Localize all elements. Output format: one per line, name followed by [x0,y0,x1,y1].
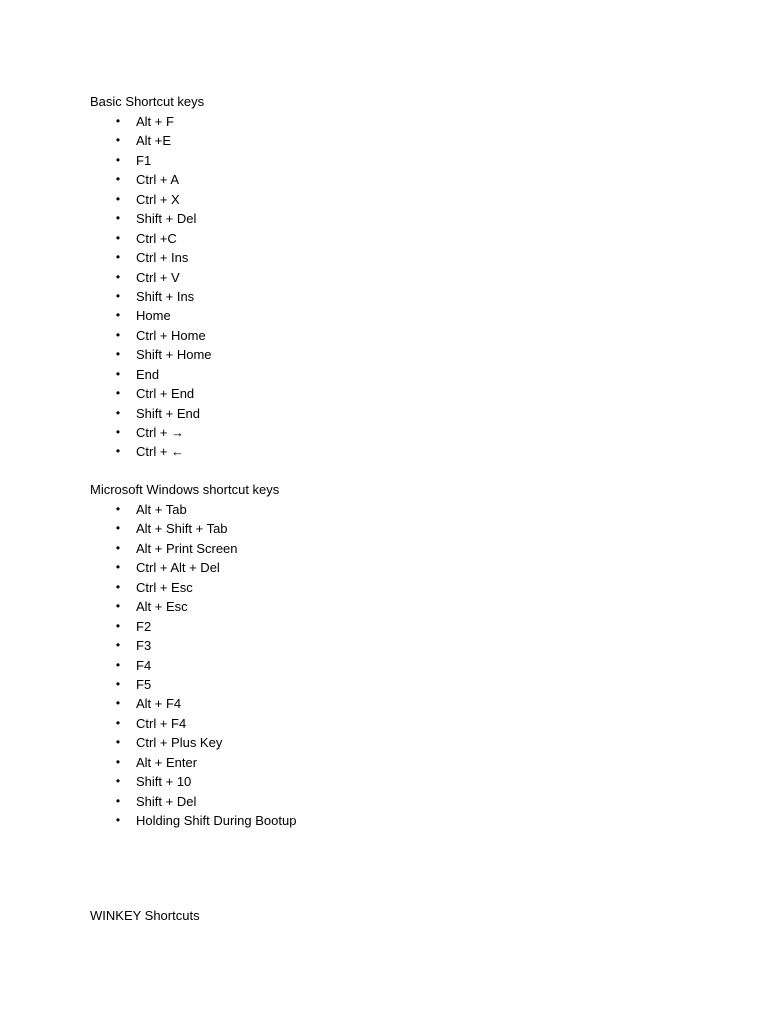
shortcut-text: Shift + 10 [136,774,192,790]
shortcut-text: Alt + F [136,114,174,129]
bullet-icon: • [115,754,121,769]
shortcut-text: Shift + Del [136,211,197,227]
bullet-icon: • [115,774,121,789]
shortcut-text: F2 [136,618,152,634]
shortcut-text: Shift + End [136,405,200,421]
list-item [90,656,690,675]
shortcut-text: F3 [136,638,152,654]
list-item [90,500,690,519]
list-item [90,753,690,772]
list-item [90,112,690,131]
shortcut-text: Ctrl + F4 [136,715,187,731]
shortcut-text: Alt + Shift + Tab [136,521,228,537]
shortcut-text: End [136,366,160,382]
bullet-icon: • [115,676,121,691]
list-item [90,384,690,403]
list-item [90,248,690,267]
bullet-icon: • [115,521,121,536]
list-item [90,326,690,345]
bullet-icon: • [115,618,121,633]
list-item [90,442,690,461]
shortcut-text: Alt + F4 [136,696,182,712]
bullet-icon: • [115,386,121,401]
list-item [90,423,690,442]
bullet-icon: • [115,269,121,284]
bullet-icon: • [115,813,121,827]
shortcut-list [90,112,690,462]
shortcut-text: Holding Shift During Bootup [136,813,297,828]
shortcut-text: F4 [136,657,152,673]
bullet-icon: • [115,657,121,672]
bullet-icon: • [115,133,121,148]
shortcut-text: Ctrl + X [136,191,180,207]
shortcut-text: Ctrl + Ins [136,250,189,266]
bullet-icon: • [115,405,121,420]
section-heading: WINKEY Shortcuts [90,908,200,923]
shortcut-text: Shift + Ins [136,288,195,304]
shortcut-text: Alt + Print Screen [136,540,238,556]
shortcut-text: Ctrl + A [136,172,179,188]
bullet-icon: • [115,327,121,342]
list-item [90,597,690,616]
list-item [90,287,690,306]
bullet-icon: • [115,444,121,459]
bullet-icon: • [115,250,121,265]
shortcut-text: Ctrl + Home [136,327,206,343]
list-item [90,345,690,364]
list-item [90,714,690,733]
list-item [90,268,690,287]
section-basic-shortcut-keys [90,92,690,462]
bullet-icon: • [115,579,121,594]
list-item [90,131,690,150]
section-heading: Basic Shortcut keys [90,94,205,109]
shortcut-list [90,500,690,830]
bullet-icon: • [115,114,121,128]
shortcut-text: F5 [136,676,152,692]
bullet-icon: • [115,172,121,187]
list-item [90,811,690,830]
bullet-icon: • [115,425,121,439]
bullet-icon: • [115,308,121,323]
bullet-icon: • [115,560,121,575]
list-item [90,733,690,752]
list-item [90,792,690,811]
bullet-icon: • [115,540,121,555]
shortcut-text: Ctrl + Alt + Del [136,560,220,576]
list-item [90,578,690,597]
shortcut-text: Ctrl + → [136,425,185,440]
shortcut-text: Alt + Tab [136,502,187,517]
list-item [90,170,690,189]
shortcut-text: Ctrl + Esc [136,579,193,595]
bullet-icon: • [115,793,121,808]
shortcut-text: Shift + Del [136,793,197,809]
list-item [90,209,690,228]
bullet-icon: • [115,152,121,167]
section-winkey-shortcuts [90,906,690,926]
shortcut-text: Ctrl + End [136,386,195,402]
shortcut-text: Ctrl +C [136,230,177,246]
bullet-icon: • [115,191,121,206]
bullet-icon: • [115,696,121,711]
list-item [90,229,690,248]
list-item [90,558,690,577]
shortcut-text: Shift + Home [136,347,212,363]
section-heading: Microsoft Windows shortcut keys [90,482,280,497]
list-item [90,190,690,209]
shortcut-text: Ctrl + ← [136,444,185,460]
list-item [90,404,690,423]
list-item [90,306,690,325]
bullet-icon: • [115,735,121,750]
bullet-icon: • [115,347,121,362]
shortcut-text: F1 [136,152,152,168]
shortcut-text: Alt + Esc [136,599,188,615]
bullet-icon: • [115,502,121,516]
shortcut-text: Ctrl + V [136,269,180,285]
list-item [90,694,690,713]
shortcut-text: Ctrl + Plus Key [136,735,223,751]
list-item [90,539,690,558]
shortcut-text: Alt + Enter [136,754,198,770]
bullet-icon: • [115,599,121,614]
bullet-icon: • [115,288,121,303]
shortcut-text: Alt +E [136,133,172,149]
bullet-icon: • [115,230,121,245]
bullet-icon: • [115,366,121,381]
bullet-icon: • [115,211,121,226]
bullet-icon: • [115,715,121,730]
bullet-icon: • [115,638,121,653]
list-item [90,365,690,384]
list-item [90,675,690,694]
list-item [90,636,690,655]
list-item [90,772,690,791]
section-windows-shortcut-keys [90,480,690,830]
list-item [90,151,690,170]
list-item [90,519,690,538]
shortcut-text: Home [136,308,171,324]
list-item [90,617,690,636]
